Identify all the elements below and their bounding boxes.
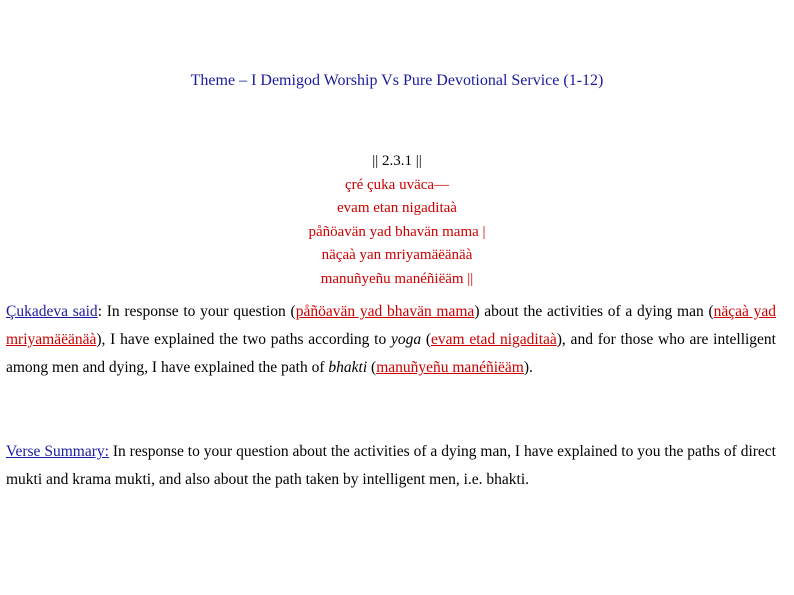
translation-paragraph: [6, 298, 776, 382]
verse-line-4: näçaà yan mriyamäëänäà: [321, 247, 473, 263]
speaker-label: Çukadeva said: [6, 303, 98, 320]
sanskrit-phrase: manuñyeñu manéñiëäm: [376, 359, 524, 376]
sanskrit-phrase: evam etad nigaditaà: [431, 331, 557, 348]
translation-text: ) about the activities of a dying man (: [474, 303, 714, 320]
italic-term: yoga: [390, 331, 422, 348]
slide-title: Theme – I Demigod Worship Vs Pure Devotional Service (1-12): [190, 72, 604, 89]
translation-text: (: [367, 359, 377, 376]
verse-line-5: manuñyeñu manéñiëäm ||: [320, 270, 474, 287]
verse-line-3: påñöavän yad bhavän mama |: [308, 223, 486, 240]
sanskrit-phrase: påñöavän yad bhavän mama: [295, 303, 475, 320]
sanskrit-phrase: näçaà yad mriyamäëänäà: [6, 303, 777, 348]
verse-block: [0, 150, 794, 291]
verse-line-1: çré çuka uväca—: [344, 176, 450, 193]
translation-text: ).: [523, 359, 533, 376]
verse-number: || 2.3.1 ||: [372, 153, 422, 169]
summary-text: In response to your question about the activities of a dying man, I have explained to you the paths of direct mukti and krama mukti, and also about the path taken by intelligent men, i.e. bhakti.: [6, 443, 776, 488]
translation-text: : In response to your question (: [97, 303, 296, 320]
translation-text: ), I have explained the two paths according to: [96, 331, 391, 348]
verse-line-2: evam etan nigaditaà: [337, 200, 457, 216]
translation-text: (: [421, 331, 432, 348]
italic-term: bhakti: [328, 359, 368, 376]
summary-paragraph: [6, 438, 776, 494]
summary-label: Verse Summary:: [6, 443, 109, 460]
translation-text: ), and for those who are intelligent among men and dying, I have explained the path of: [6, 331, 776, 376]
